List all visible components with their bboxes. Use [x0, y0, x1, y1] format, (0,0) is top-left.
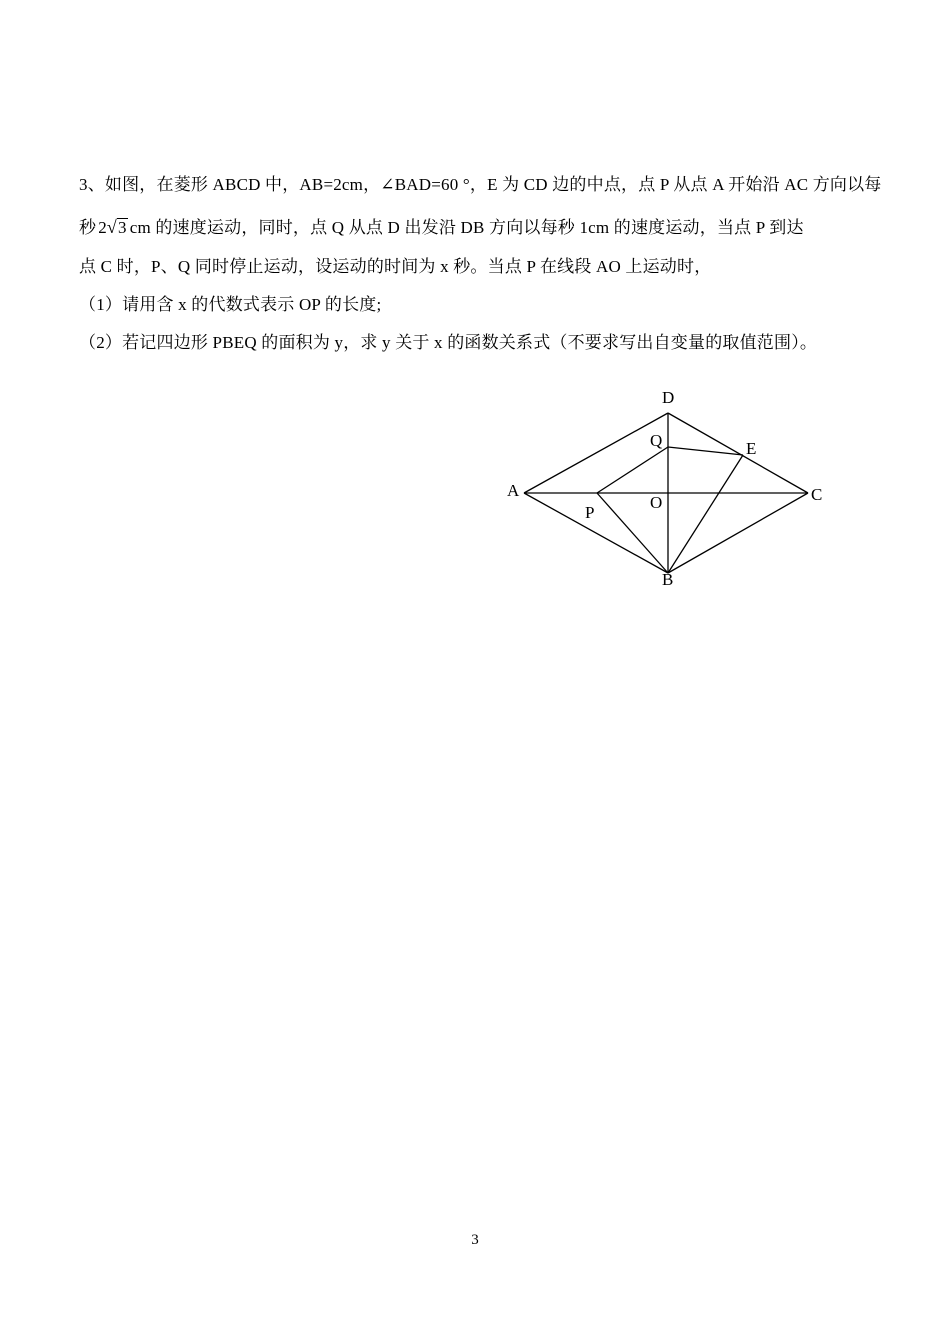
radical-sign-icon: √: [106, 217, 117, 237]
side-AD: [524, 413, 668, 493]
side-BA: [524, 493, 668, 573]
problem-line-2-prefix: 秒: [79, 218, 97, 237]
problem-line-3: 点 C 时，P、Q 同时停止运动，设运动的时间为 x 秒。当点 P 在线段 AO 上运动时，: [79, 257, 712, 276]
label-P: P: [585, 503, 595, 522]
question-1: （1）请用含 x 的代数式表示 OP 的长度;: [79, 295, 382, 314]
sqrt-coefficient: 2: [98, 218, 107, 237]
question-2: （2）若记四边形 PBEQ 的面积为 y，求 y 关于 x 的函数关系式（不要求写出自变量的取值范围）。: [79, 333, 818, 352]
rhombus-figure: [500, 380, 840, 595]
page-number: 3: [471, 1232, 479, 1248]
segment-QE: [668, 447, 743, 455]
sqrt-radicand: 3: [118, 218, 127, 237]
problem-line-1: 3、如图，在菱形 ABCD 中，AB=2cm，∠BAD=60 °，E 为 CD 边的中点，点 P 从点 A 开始沿 AC 方向以每: [79, 175, 882, 194]
segment-EB: [668, 455, 743, 573]
label-B: B: [662, 570, 674, 589]
label-D: D: [662, 388, 675, 407]
label-A: A: [507, 481, 520, 500]
label-O: O: [650, 493, 663, 512]
segment-PQ: [597, 447, 668, 493]
problem-line-2-suffix: cm 的速度运动，同时，点 Q 从点 D 出发沿 DB 方向以每秒 1cm 的速度运动，当点 P 到达: [129, 218, 804, 237]
side-DC: [668, 413, 808, 493]
rhombus-diagram: [500, 380, 840, 595]
label-E: E: [746, 439, 757, 458]
label-C: C: [811, 485, 823, 504]
side-CB: [668, 493, 808, 573]
problem-text: [79, 164, 882, 362]
problem-line-2: [79, 206, 879, 248]
label-Q: Q: [650, 431, 663, 450]
sqrt-expression: [98, 206, 128, 249]
